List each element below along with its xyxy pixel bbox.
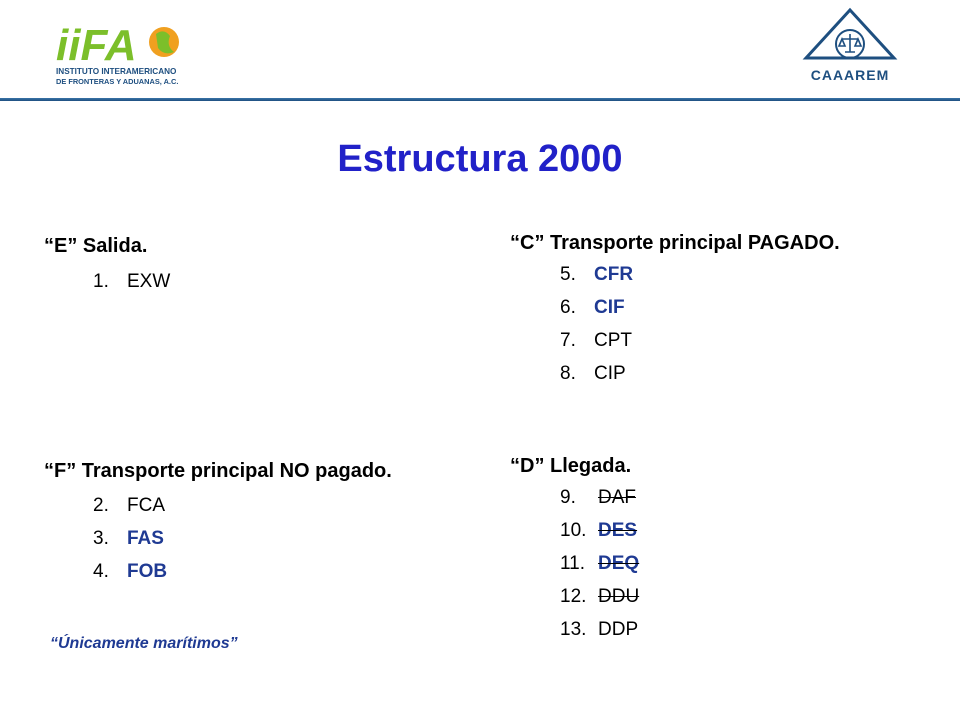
item-number: 9. [560, 487, 576, 508]
caaarem-logo-graphic [790, 6, 910, 92]
group-e-title: “E” Salida. [44, 235, 148, 257]
list-item [560, 514, 639, 547]
item-code: DEQ [598, 553, 640, 574]
group-d-list [560, 481, 639, 646]
list-item [93, 489, 167, 522]
scales-icon [839, 34, 861, 52]
item-number: 13. [560, 619, 587, 640]
item-number: 7. [560, 330, 576, 351]
item-code: DAF [598, 487, 636, 508]
item-number: 10. [560, 520, 587, 541]
list-item [93, 555, 167, 588]
group-d-title: “D” Llegada. [510, 455, 632, 477]
iifa-mark: iiFA [56, 21, 137, 70]
caaarem-logo [790, 6, 910, 92]
item-number: 2. [93, 495, 109, 516]
group-e-list [93, 265, 170, 298]
item-code: DDU [598, 586, 640, 607]
item-code: CPT [594, 330, 632, 351]
maritime-note: “Únicamente marítimos” [50, 635, 238, 652]
item-code: CIF [594, 297, 625, 318]
iifa-logo [54, 14, 194, 92]
group-c-title: “C” Transporte principal PAGADO. [510, 232, 840, 254]
item-number: 8. [560, 363, 576, 384]
item-code: FOB [127, 561, 168, 582]
list-item [93, 265, 170, 298]
group-f-title: “F” Transporte principal NO pagado. [44, 460, 392, 482]
item-code: DDP [598, 619, 639, 640]
item-code: FCA [127, 495, 165, 516]
item-number: 4. [93, 561, 109, 582]
list-item [560, 613, 639, 646]
group-c-list [560, 258, 633, 390]
list-item [560, 357, 633, 390]
item-code: CIP [594, 363, 626, 384]
iifa-logo-graphic [54, 14, 194, 92]
list-item [560, 291, 633, 324]
list-item [93, 522, 167, 555]
list-item [560, 580, 639, 613]
iifa-line1: INSTITUTO INTERAMERICANO [56, 67, 177, 76]
item-code: DES [598, 520, 638, 541]
item-code: EXW [127, 271, 171, 292]
list-item [560, 324, 633, 357]
list-item [560, 481, 639, 514]
group-f-list [93, 489, 167, 588]
item-number: 11. [560, 553, 586, 574]
item-code: CFR [594, 264, 634, 285]
caaarem-wordmark: CAAAREM [810, 67, 890, 83]
item-number: 1. [93, 271, 109, 292]
item-number: 6. [560, 297, 576, 318]
item-number: 3. [93, 528, 109, 549]
header-divider [0, 98, 960, 101]
item-number: 5. [560, 264, 576, 285]
item-code: FAS [127, 528, 164, 549]
list-item [560, 258, 633, 291]
item-number: 12. [560, 586, 587, 607]
iifa-line2: DE FRONTERAS Y ADUANAS, A.C. [56, 77, 179, 86]
page-title: Estructura 2000 [337, 138, 623, 180]
list-item [560, 547, 639, 580]
